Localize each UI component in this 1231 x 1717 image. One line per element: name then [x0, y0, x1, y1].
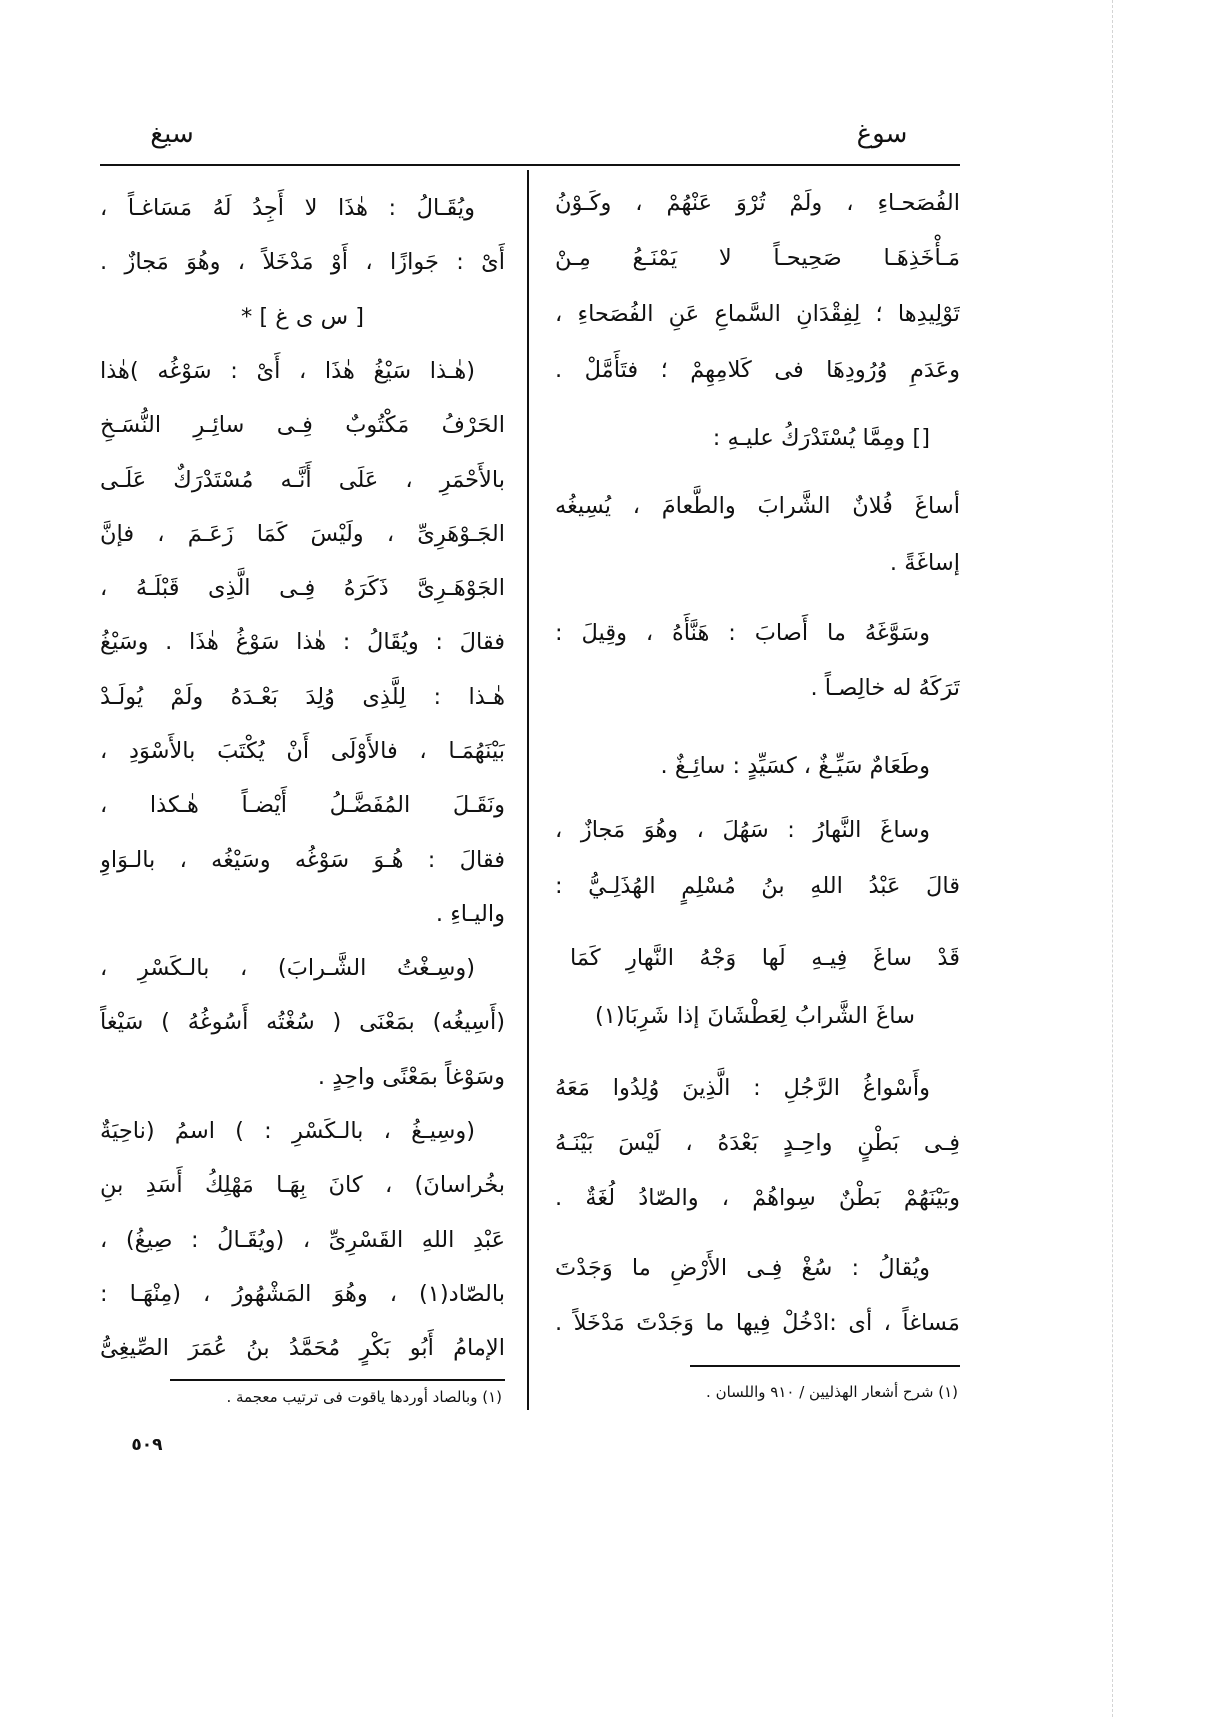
right-col-line: مَساغاً ، أى :ادْخُلْ فِيها ما وَجَدْتَ مَدْخَلاً .: [555, 1310, 960, 1336]
left-col-line: بالصّاد(١) ، وهُوَ المَشْهُورُ ، (مِنْهَـا :: [100, 1281, 505, 1307]
scan-edge-line: [1112, 0, 1113, 1717]
right-col-line: وعَدَمِ وُرُودِهَا فى كَلامِهِمْ ؛ فتَأَمَّلْ .: [555, 357, 960, 383]
right-col-line: قالَ عَبْدُ اللهِ بنُ مُسْلِمٍ الهُذَلِـيُّ :: [555, 873, 960, 899]
left-col-line: (هٰـذا سَيْغُ هٰذَا ، أَىْ : سَوْغُه )هٰذا: [100, 358, 475, 384]
left-col-line: هٰـذا : لِلَّذِى وُلِدَ بَعْـدَهُ ولَمْ يُولَـدْ: [100, 684, 505, 710]
running-header-right: سوغ: [856, 119, 908, 149]
left-col-line: (وسِـغْتُ الشَّـرابَ) ، بالـكَسْرِ ،: [100, 955, 475, 981]
right-col-line: الفُصَحـاءِ ، ولَمْ تُرْوَ عَنْهُمْ ، وكَـوْنُ: [555, 190, 960, 216]
right-col-line: مَـأْخَذِهَـا صَحِيحـاً لا يَمْنَـعُ مِـنْ: [555, 245, 960, 271]
right-column: [555, 0, 960, 1717]
right-col-line: وبَيْنَهُمْ بَطْنٌ سِواهُمْ ، والصّادُ لُغَةٌ .: [555, 1185, 960, 1211]
right-col-line: ويُقالُ : سُغْ فِـى الأَرْضِ ما وَجَدْتَ: [555, 1255, 930, 1281]
left-col-line: فقالَ : هُـوَ سَوْغُه وسَيْغُه ، بالـوَاوِ: [100, 847, 505, 873]
left-col-line: فقالَ : ويُقَالُ : هٰذا سَوْغُ هٰذَا . وسَيْغُ: [100, 629, 505, 655]
poem-line: ساغَ الشَّرابُ لِعَطْشَانَ إذا شَرِبَا(١): [595, 1003, 915, 1029]
left-col-line: عَبْدِ اللهِ القَسْرِىِّ ، (ويُقَـالُ : صِيغُ) ،: [100, 1227, 505, 1253]
footnote-right: (١) شرح أشعار الهذليين / ٩١٠ واللسان .: [706, 1383, 958, 1401]
right-col-line: [] ومِمَّا يُسْتَدْرَكُ عليـهِ :: [712, 425, 930, 451]
column-divider: [527, 170, 529, 1410]
left-col-line: (وسِيـغُ ، بالـكَسْرِ : ) اسمُ (ناحِيَةٌ: [100, 1118, 475, 1144]
right-col-line: وساغَ النَّهارُ : سَهُلَ ، وهُوَ مَجازٌ ،: [555, 817, 930, 843]
left-col-line: الجَـوْهَرِىِّ ، ولَيْسَ كَمَا زَعَـمَ ، فإنَّ: [100, 521, 505, 547]
left-col-line: بخُراسانَ) ، كانَ بِهَـا مَهْلِكُ أَسَدِ بنِ: [100, 1172, 505, 1198]
running-header-left: سيغ: [150, 119, 194, 149]
left-col-line: الإمامُ أَبُو بَكْرٍ مُحَمَّدُ بنُ عُمَرَ الصِّيغِىُّ: [100, 1335, 505, 1361]
left-col-line: الجَوْهَـرِىَّ ذَكَرَهُ فِـى الَّذِى قَبْلَـهُ ،: [100, 575, 505, 601]
right-col-line: فِـى بَطْنٍ واحِـدٍ بَعْدَهُ ، لَيْسَ بَيْنَـهُ: [555, 1130, 960, 1156]
right-col-line: وطَعَامٌ سَيِّـغٌ ، كسَيِّدٍ : سائِـغٌ .: [660, 753, 930, 779]
poem-line: قَدْ ساغَ فِيـهِ لَها وَجْهُ النَّهارِ كَمَا: [570, 945, 960, 971]
left-col-line: وسَوْغاً بمَعْنًى واحِدٍ .: [317, 1064, 505, 1090]
left-col-line: بَيْنَهُمَـا ، فالأَوْلَى أَنْ يُكْتَبَ بالأَسْوَدِ ،: [100, 738, 505, 764]
right-col-line: وسَوَّغَهُ ما أَصابَ : هَنَّأَهُ ، وقِيلَ :: [555, 620, 930, 646]
left-col-line: أَىْ : جَوازًا ، أَوْ مَدْخَلاً ، وهُوَ مَجازٌ .: [100, 249, 505, 275]
right-col-line: إساغَةً .: [889, 550, 960, 576]
left-col-line: الحَرْفُ مَكْتُوبٌ فِـى سائِـرِ النُّسَـخِ: [100, 412, 505, 438]
left-col-line: ويُقَـالُ : هٰذَا لا أَجِدُ لَهُ مَسَاغـاً ،: [100, 195, 475, 221]
right-col-line: أساغَ فُلانٌ الشَّرابَ والطَّعامَ ، يُسِيغُه: [555, 493, 960, 519]
footnote-left: (١) وبالصاد أوردها ياقوت فى ترتيب معجمة .: [226, 1388, 502, 1406]
left-col-line: (أَسِيغُه) بمَعْنَى ( سُغْتُه أَسُوغُهُ ) سَيْغاً: [100, 1009, 505, 1035]
right-col-line: تَرَكَهُ له خالِصـاً .: [810, 675, 960, 701]
right-col-line: وأَسْواغُ الرَّجُلِ : الَّذِينَ وُلِدُوا مَعَهُ: [555, 1075, 930, 1101]
page-number: ٥٠٩: [131, 1435, 163, 1455]
left-col-line: واليـاءِ .: [435, 901, 505, 927]
left-col-line: ونَقَـلَ المُفَضَّـلُ أَيْضـاً هٰـكذا ،: [100, 792, 505, 818]
left-col-line: بالأَحْمَرِ ، عَلَى أَنَّـه مُسْتَدْرَكٌ عَلَـى: [100, 467, 505, 493]
entry-heading: [ س ى غ ] *: [240, 304, 365, 330]
right-col-line: تَوْلِيدِها ؛ لِفِقْدَانِ السَّماعِ عَنِ الفُصَحاءِ ،: [555, 301, 960, 327]
